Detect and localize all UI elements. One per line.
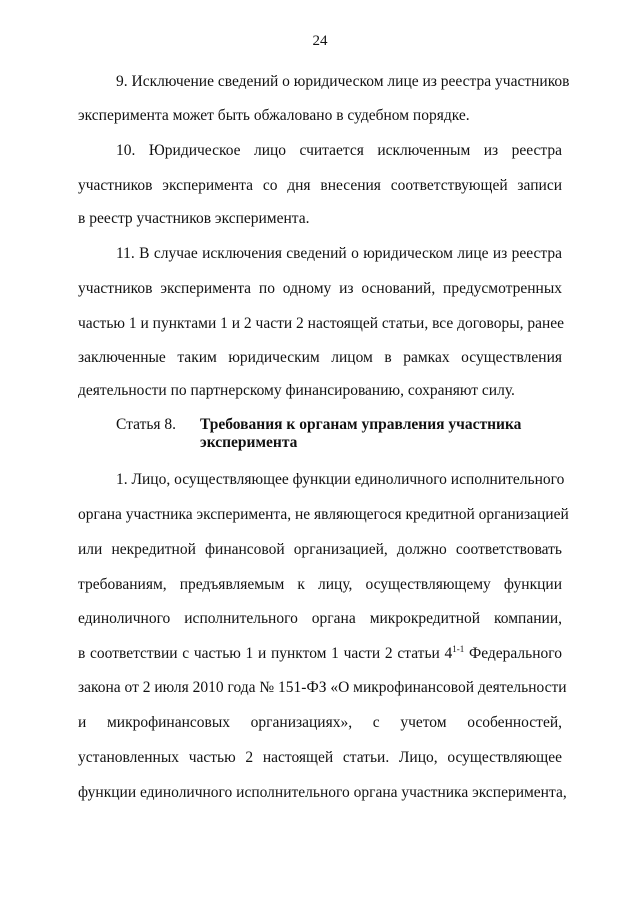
paragraph-9-line-2: эксперимента может быть обжаловано в судебном порядке.	[78, 107, 470, 124]
article-8-paragraph-1-line-7: закона от 2 июля 2010 года № 151-ФЗ «О микрофинансовой деятельности	[78, 679, 567, 696]
paragraph-11-line-5: деятельности по партнерскому финансированию, сохраняют силу.	[78, 382, 515, 399]
article-8-paragraph-1-line-5: единоличного исполнительного органа микрокредитной компании,	[78, 610, 562, 627]
law-reference-text: в соответствии с частью 1 и пунктом 1 части 2 статьи 4	[78, 645, 453, 662]
article-8-paragraph-1-line-8: и микрофинансовых организациях», с учетом особенностей,	[78, 714, 562, 731]
article-8-paragraph-1-line-9: установленных частью 2 настоящей статьи. Лицо, осуществляющее	[78, 749, 562, 766]
article-8-paragraph-1-line-4: требованиям, предъявляемым к лицу, осуществляющему функции	[78, 576, 562, 593]
paragraph-11-line-1: 11. В случае исключения сведений о юридическом лице из реестра	[116, 245, 562, 262]
article-8-paragraph-1-line-1: 1. Лицо, осуществляющее функции единоличного исполнительного	[116, 471, 565, 488]
paragraph-9-line-1: 9. Исключение сведений о юридическом лице из реестра участников	[116, 73, 570, 90]
article-8-paragraph-1-line-10: функции единоличного исполнительного органа участника эксперимента,	[78, 784, 567, 801]
paragraph-11-line-4: заключенные таким юридическим лицом в рамках осуществления	[78, 349, 562, 366]
article-title: Требования к органам управления участника эксперимента	[200, 416, 522, 451]
paragraph-10-line-1: 10. Юридическое лицо считается исключенным из реестра	[116, 142, 562, 159]
paragraph-11-line-3: частью 1 и пунктами 1 и 2 части 2 настоящей статьи, все договоры, ранее	[78, 315, 565, 332]
page-number: 24	[312, 33, 328, 49]
article-8-paragraph-1-line-6	[78, 644, 562, 664]
paragraph-11-line-2: участников эксперимента по одному из оснований, предусмотренных	[78, 280, 562, 297]
article-superscript: 1-1	[452, 644, 465, 654]
article-8-paragraph-1-line-2: органа участника эксперимента, не являющегося кредитной организацией	[78, 506, 569, 523]
article-label: Статья 8.	[116, 416, 177, 433]
paragraph-10-line-2: участников эксперимента со дня внесения соответствующей записи	[78, 177, 562, 194]
law-reference-tail: Федерального	[464, 645, 562, 662]
paragraph-10-line-3: в реестр участников эксперимента.	[78, 210, 310, 227]
article-8-paragraph-1-line-3: или некредитной финансовой организацией, должно соответствовать	[78, 541, 562, 558]
